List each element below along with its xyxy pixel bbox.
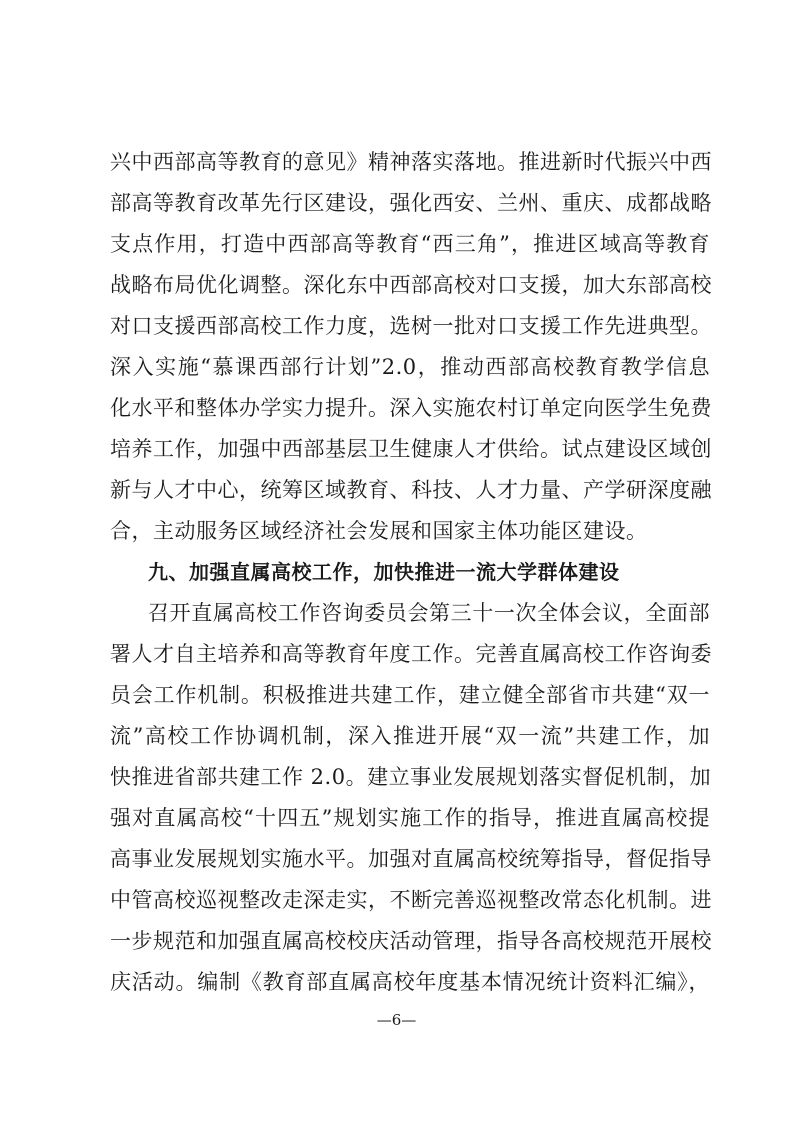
paragraph-1-line-7: 化水平和整体办学实力提升。深入实施农村订单定向医学生免费 — [110, 396, 712, 420]
paragraph-2-line-2: 署人才自主培养和高等教育年度工作。完善直属高校工作咨询委 — [110, 642, 712, 666]
paragraph-1-line-2: 部高等教育改革先行区建设，强化西安、兰州、重庆、成都战略 — [110, 191, 712, 215]
paragraph-1-line-8: 培养工作，加强中西部基层卫生健康人才供给。试点建设区域创 — [110, 437, 712, 461]
paragraph-1-line-4: 战略布局优化调整。深化东中西部高校对口支援，加大东部高校 — [110, 273, 712, 297]
paragraph-1-line-5: 对口支援西部高校工作力度，选树一批对口支援工作先进典型。 — [110, 314, 712, 338]
paragraph-1-line-10: 合，主动服务区域经济社会发展和国家主体功能区建设。 — [110, 519, 648, 543]
paragraph-2-line-7: 高事业发展规划实施水平。加强对直属高校统筹指导，督促指导 — [110, 847, 712, 871]
paragraph-2-line-6: 强对直属高校“十四五”规划实施工作的指导，推进直属高校提 — [110, 806, 710, 830]
page-number: —6— — [376, 1011, 417, 1029]
paragraph-2-line-10: 庆活动。编制《教育部直属高校年度基本情况统计资料汇编》， — [110, 970, 710, 994]
paragraph-1-line-3: 支点作用，打造中西部高等教育“西三角”，推进区域高等教育 — [110, 232, 710, 256]
paragraph-2-line-3: 员会工作机制。积极推进共建工作，建立健全部省市共建“双一 — [110, 683, 710, 707]
paragraph-2-line-9: 一步规范和加强直属高校校庆活动管理，指导各高校规范开展校 — [110, 929, 712, 953]
paragraph-2-line-4: 流”高校工作协调机制，深入推进开展“双一流”共建工作，加 — [110, 724, 710, 748]
paragraph-2-line-1: 召开直属高校工作咨询委员会第三十一次全体会议，全面部 — [148, 601, 710, 625]
paragraph-2-line-5: 快推进省部共建工作 2.0。建立事业发展规划落实督促机制，加 — [110, 765, 712, 789]
paragraph-1-line-9: 新与人才中心，统筹区域教育、科技、人才力量、产学研深度融 — [110, 478, 712, 502]
paragraph-2-line-8: 中管高校巡视整改走深走实，不断完善巡视整改常态化机制。进 — [110, 888, 712, 912]
section-heading: 九、加强直属高校工作，加快推进一流大学群体建设 — [148, 560, 620, 584]
paragraph-1-line-1: 兴中西部高等教育的意见》精神落实落地。推进新时代振兴中西 — [110, 150, 712, 174]
paragraph-1-line-6: 深入实施“慕课西部行计划”2.0，推动西部高校教育教学信息 — [110, 355, 710, 379]
